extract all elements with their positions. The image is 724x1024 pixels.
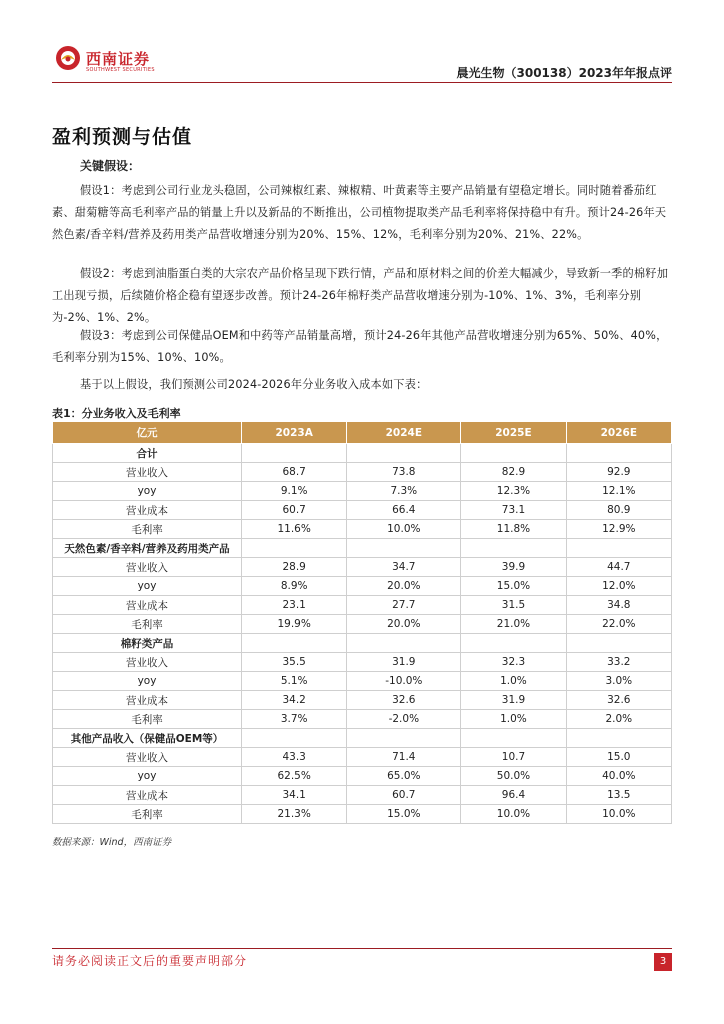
cell: 43.3 [242,748,347,767]
row-label: yoy [53,482,242,501]
cell: 1.0% [461,710,566,729]
table-row [53,672,672,691]
cell: -2.0% [347,710,461,729]
section-name: 棉籽类产品 [53,634,242,653]
section-name: 合计 [53,444,242,463]
logo-icon [55,45,81,71]
footer-divider [52,948,672,949]
cell: 39.9 [461,558,566,577]
cell: 21.3% [242,805,347,824]
cell: 13.5 [566,786,671,805]
cell: 3.0% [566,672,671,691]
table-row [53,596,672,615]
table-title: 表1：分业务收入及毛利率 [52,407,181,420]
cell: 9.1% [242,482,347,501]
row-label: 营业成本 [53,501,242,520]
row-label: 营业收入 [53,463,242,482]
cell: 65.0% [347,767,461,786]
cell: 21.0% [461,615,566,634]
cell: 20.0% [347,615,461,634]
row-label: 毛利率 [53,520,242,539]
row-label: yoy [53,767,242,786]
cell: 23.1 [242,596,347,615]
row-label: 营业收入 [53,558,242,577]
section-row [53,444,672,463]
cell: 10.7 [461,748,566,767]
row-label: 营业成本 [53,691,242,710]
section-row [53,634,672,653]
cell: 80.9 [566,501,671,520]
row-label: 毛利率 [53,710,242,729]
table-row [53,710,672,729]
row-label: 营业收入 [53,653,242,672]
cell: 73.8 [347,463,461,482]
section-row [53,729,672,748]
cell: 5.1% [242,672,347,691]
cell: 11.8% [461,520,566,539]
section-title: 盈利预测与估值 [52,126,193,148]
cell: 8.9% [242,577,347,596]
cell: 73.1 [461,501,566,520]
cell: 50.0% [461,767,566,786]
cell: 12.0% [566,577,671,596]
cell: 31.5 [461,596,566,615]
table-row [53,767,672,786]
cell: 31.9 [461,691,566,710]
table-row [53,615,672,634]
cell: 35.5 [242,653,347,672]
table-row [53,520,672,539]
table-row [53,482,672,501]
cell: 10.0% [461,805,566,824]
row-label: 营业收入 [53,748,242,767]
cell: 12.3% [461,482,566,501]
cell: 82.9 [461,463,566,482]
cell: 32.6 [347,691,461,710]
cell: 20.0% [347,577,461,596]
cell: 15.0 [566,748,671,767]
cell: 15.0% [347,805,461,824]
key-assumptions-heading: 关键假设： [80,159,141,173]
table-row [53,805,672,824]
cell: 62.5% [242,767,347,786]
header-unit: 亿元 [53,422,242,444]
cell: 92.9 [566,463,671,482]
cell: 19.9% [242,615,347,634]
report-title: 晨光生物（300138）2023年年报点评 [456,66,672,80]
row-label: 营业成本 [53,596,242,615]
assumption-3: 假设3：考虑到公司保健品OEM和中药等产品销量高增，预计24-26年其他产品营收增速分别为65%、50%、40%，毛利率分别为15%、10%、10%。 [52,329,668,364]
header-2024e: 2024E [347,422,461,444]
cell: 11.6% [242,520,347,539]
cell: 7.3% [347,482,461,501]
table-row [53,558,672,577]
cell: 10.0% [347,520,461,539]
row-label: yoy [53,672,242,691]
cell: 12.9% [566,520,671,539]
table-row [53,463,672,482]
cell: 1.0% [461,672,566,691]
cell: 28.9 [242,558,347,577]
cell: 27.7 [347,596,461,615]
cell: -10.0% [347,672,461,691]
table-header-row [53,422,672,444]
segment-revenue-table [52,421,672,824]
row-label: yoy [53,577,242,596]
header-2023a: 2023A [242,422,347,444]
assumption-2: 假设2：考虑到油脂蛋白类的大宗农产品价格呈现下跌行情，产品和原材料之间的价差大幅减少，导致新一季的棉籽加工出现亏损，后续随价格企稳有望逐步改善。预计24-26年棉籽类产品营收增速分别为-10%、1%、3%，毛利率分别为-2%、1%、2%。 [52,267,669,324]
cell: 32.3 [461,653,566,672]
table-row [53,653,672,672]
header-2026e: 2026E [566,422,671,444]
section-name: 其他产品收入（保健品OEM等） [53,729,242,748]
cell: 68.7 [242,463,347,482]
row-label: 毛利率 [53,805,242,824]
cell: 2.0% [566,710,671,729]
section-row [53,539,672,558]
forecast-intro: 基于以上假设，我们预测公司2024-2026年分业务收入成本如下表： [80,378,428,391]
table-row [53,786,672,805]
cell: 60.7 [347,786,461,805]
disclaimer-note: 请务必阅读正文后的重要声明部分 [52,954,248,968]
section-name: 天然色素/香辛料/营养及药用类产品 [53,539,242,558]
data-source: 数据来源：Wind，西南证券 [52,837,172,848]
cell: 34.1 [242,786,347,805]
cell: 60.7 [242,501,347,520]
row-label: 营业成本 [53,786,242,805]
cell: 96.4 [461,786,566,805]
cell: 34.7 [347,558,461,577]
cell: 32.6 [566,691,671,710]
table-row [53,501,672,520]
page-number: 3 [654,953,672,971]
page-header [0,0,724,84]
header-2025e: 2025E [461,422,566,444]
assumption-1: 假设1：考虑到公司行业龙头稳固，公司辣椒红素、辣椒精、叶黄素等主要产品销量有望稳定增长。同时随着番茄红素、甜菊糖等高毛利率产品的销量上升以及新品的不断推出，公司植物提取类产品毛利率将保持稳中有升。预计24-26年天然色素/香辛料/营养及药用类产品营收增速分别为20%、15%、12%，毛利率分别为20%、21%、22%。 [52,184,667,241]
cell: 15.0% [461,577,566,596]
cell: 3.7% [242,710,347,729]
cell: 34.8 [566,596,671,615]
cell: 40.0% [566,767,671,786]
cell: 66.4 [347,501,461,520]
cell: 12.1% [566,482,671,501]
table-row [53,577,672,596]
table-row [53,691,672,710]
cell: 10.0% [566,805,671,824]
cell: 44.7 [566,558,671,577]
cell: 71.4 [347,748,461,767]
cell: 31.9 [347,653,461,672]
logo-name: 西南证券 [86,50,151,68]
cell: 22.0% [566,615,671,634]
logo-subtitle: SOUTHWEST SECURITIES [86,67,155,73]
cell: 33.2 [566,653,671,672]
header-divider [52,82,672,83]
row-label: 毛利率 [53,615,242,634]
cell: 34.2 [242,691,347,710]
table-row [53,748,672,767]
